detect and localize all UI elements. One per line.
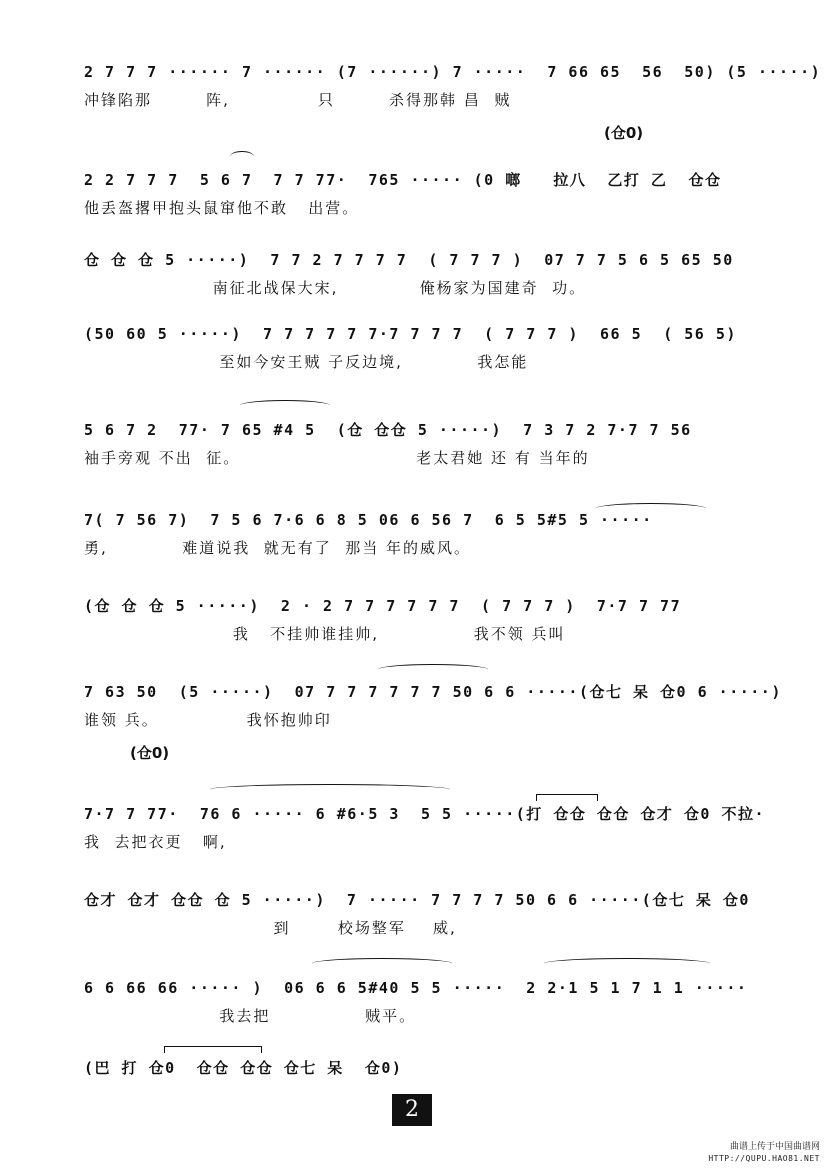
lyric-line: 南征北战保大宋, 俺杨家为国建奇 功。 xyxy=(84,279,587,297)
slur-mark xyxy=(544,958,710,969)
watermark-title: 曲谱上传于中国曲谱网 xyxy=(729,1142,820,1152)
repeat-bracket xyxy=(164,1046,262,1053)
slur-mark xyxy=(312,958,452,969)
site-watermark xyxy=(708,1142,820,1164)
lyric-line: 勇, 难道说我 就无有了 那当 年的威风。 xyxy=(84,539,472,557)
watermark-url: HTTP://QUPU.HAO81.NET xyxy=(708,1154,820,1163)
lyric-line: 到 校场整军 威, xyxy=(84,919,457,937)
notation-line: 7 63 50 (5 ·····) 07 7 7 7 7 7 7 50 6 6 ·····(仓七 呆 仓0 6 ·····) xyxy=(84,683,782,701)
notation-line: 2 7 7 7 ······ 7 ······ (7 ······) 7 ····· 7 66 65 56 50) (5 ·····) xyxy=(84,63,822,81)
notation-line: 5 6 7 2 77· 7 65 #4 5 (仓 仓仓 5 ·····) 7 3 7 2 7·7 7 56 xyxy=(84,421,692,439)
slur-mark xyxy=(240,400,330,411)
notation-line: (50 60 5 ·····) 7 7 7 7 7 7·7 7 7 7 ( 7 7 7 ) 66 5 ( 56 5) xyxy=(84,325,737,343)
slur-mark xyxy=(230,151,254,162)
slur-mark xyxy=(378,664,488,675)
repeat-bracket xyxy=(536,794,598,801)
notation-line: (仓 仓 仓 5 ·····) 2 · 2 7 7 7 7 7 7 ( 7 7 7 ) 7·7 7 77 xyxy=(84,597,682,615)
lyric-line: 他丢盔撂甲抱头鼠窜他不敢 出营。 xyxy=(84,199,360,217)
percussion-insert: (仓0) xyxy=(130,744,170,762)
page-number: 2 xyxy=(392,1094,432,1126)
slur-mark xyxy=(210,784,450,795)
notation-line: (巴 打 仓0 仓仓 仓仓 仓七 呆 仓0) xyxy=(84,1059,403,1077)
lyric-line: 谁领 兵。 我怀抱帅印 xyxy=(84,711,332,729)
notation-line: 7·7 7 77· 76 6 ····· 6 #6·5 3 5 5 ·····(打 仓仓 仓仓 仓才 仓0 不拉· xyxy=(84,805,766,823)
lyric-line: 至如今安王贼 子反边境, 我怎能 xyxy=(84,353,529,371)
notation-line: 仓才 仓才 仓仓 仓 5 ·····) 7 ····· 7 7 7 7 50 6 6 ·····(仓七 呆 仓0 xyxy=(84,891,750,909)
lyric-line: 我 不挂帅谁挂帅, 我不领 兵叫 xyxy=(84,625,566,643)
notation-line: 7( 7 56 7) 7 5 6 7·6 6 8 5 06 6 56 7 6 5 5#5 5 ····· xyxy=(84,511,653,529)
percussion-insert: (仓0) xyxy=(604,124,644,142)
lyric-line: 冲锋陷那 阵, 只 杀得那韩 昌 贼 xyxy=(84,91,512,109)
notation-line: 6 6 66 66 ····· ) 06 6 6 5#40 5 5 ····· 2 2·1 5 1 7 1 1 ····· xyxy=(84,979,748,997)
lyric-line: 我 去把衣更 啊, xyxy=(84,833,227,851)
notation-line: 2 2 7 7 7 5 6 7 7 7 77· 765 ····· (0 啷 拉八 乙打 乙 仓仓 xyxy=(84,171,722,189)
slur-mark xyxy=(596,503,706,514)
lyric-line: 袖手旁观 不出 征。 老太君她 还 有 当年的 xyxy=(84,449,590,467)
lyric-line: 我去把 贼平。 xyxy=(84,1007,417,1025)
notation-line: 仓 仓 仓 5 ·····) 7 7 2 7 7 7 7 ( 7 7 7 ) 07 7 7 5 6 5 65 50 xyxy=(84,251,734,269)
